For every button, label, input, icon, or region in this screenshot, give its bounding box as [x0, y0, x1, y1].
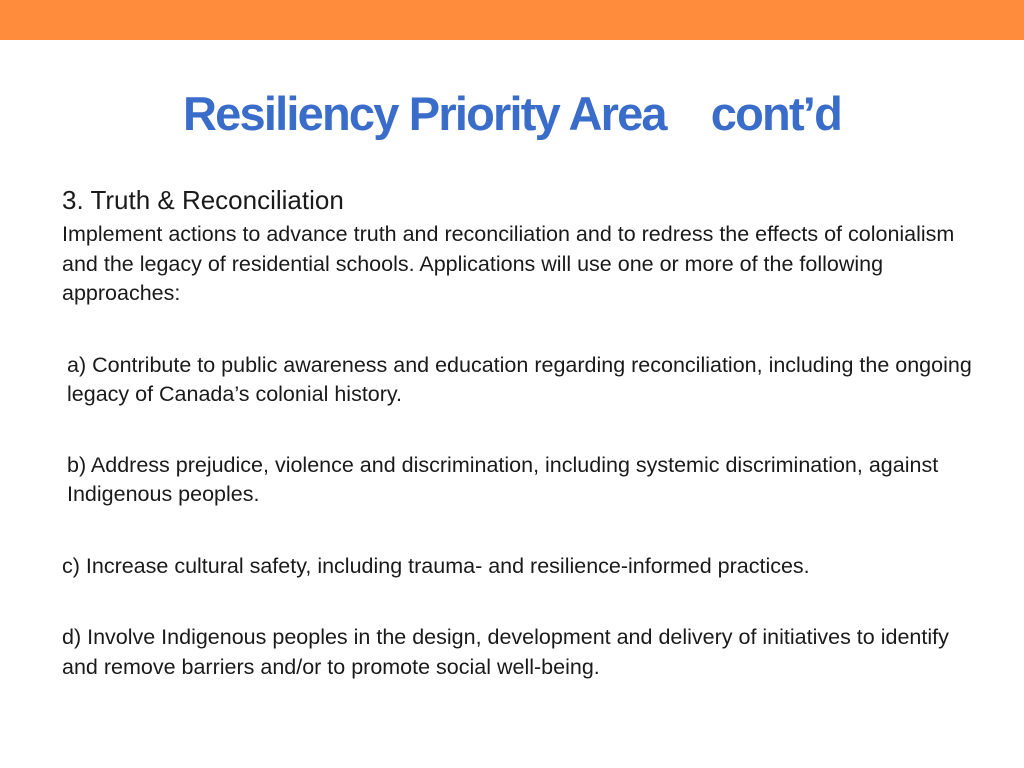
approach-item-d: d) Involve Indigenous peoples in the design, development and delivery of initiatives to identify and remove barriers and/or to promote social well-being.: [62, 625, 949, 679]
approach-item-b: b) Address prejudice, violence and discrimination, including systemic discrimination, against Indigenous peoples.: [67, 452, 939, 506]
slide-body: [62, 182, 972, 682]
intro-paragraph: Implement actions to advance truth and reconciliation and to redress the effects of colonialism and the legacy of residential schools. Applications will use one or more of the following approaches:: [62, 222, 955, 305]
slide-title: Resiliency Priority Area cont’d: [183, 87, 841, 140]
approach-item-a: a) Contribute to public awareness and education regarding reconciliation, including the ongoing legacy of Canada’s colonial history.: [67, 352, 972, 406]
section-heading: 3. Truth & Reconciliation: [62, 185, 344, 215]
approach-item-c: c) Increase cultural safety, including trauma- and resilience-informed practices.: [62, 553, 810, 578]
top-accent-bar: [0, 0, 1024, 40]
